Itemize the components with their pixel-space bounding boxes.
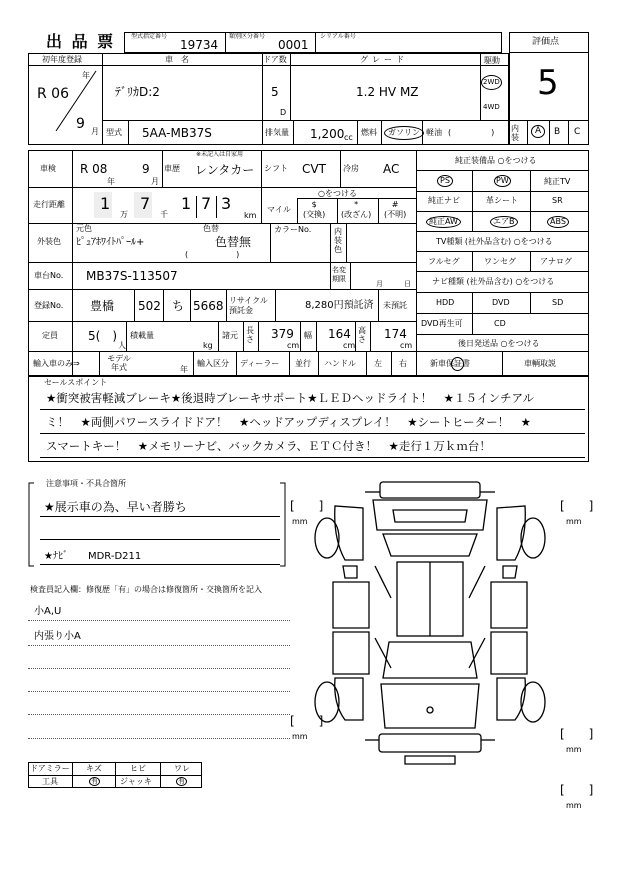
dims-label: 諸元 (222, 331, 238, 340)
height-value: 174 (384, 327, 407, 341)
inspection-year-unit: 年 (107, 177, 115, 186)
mile-label: マイル (267, 205, 291, 214)
name-change-label: 名変期限 (332, 266, 346, 283)
later-header: 後日発送品 ○をつける (458, 339, 540, 348)
load-unit: kg (203, 341, 213, 350)
displacement-value: 1,200 (310, 127, 345, 141)
inspector-line-2: 内張り小A (34, 631, 81, 642)
width-unit: cm (343, 341, 356, 350)
mileage-digit-5: 3 (221, 194, 232, 213)
capacity-label: 定員 (42, 331, 58, 340)
displacement-label: 排気量 (265, 128, 289, 137)
height-label: 高さ (358, 326, 366, 344)
import-class-label: 輸入区分 (197, 359, 229, 368)
ac-label: 冷房 (343, 164, 359, 173)
tire-bracket-spare: [ ] (560, 783, 594, 797)
mileage-man-unit: 万 (120, 210, 128, 219)
name-label: 車 名 (165, 55, 189, 64)
displacement-unit: cc (344, 133, 353, 142)
inspection-year: R 08 (80, 162, 108, 176)
navi-header: ナビ種類 (社外品含む) ○をつける (432, 277, 555, 286)
navi-dvd: DVD (492, 298, 510, 307)
interior-color-label: 内装色 (334, 227, 342, 254)
legend-tools: 工具 (42, 777, 58, 786)
notes-label: 注意事項・不具合箇所 (46, 479, 126, 488)
first-reg-year-unit: 年 (82, 71, 90, 80)
equip-ps: PS (437, 175, 453, 187)
drive-2wd: 2WD (481, 75, 502, 90)
interior-grade-c: C (574, 127, 581, 137)
tire-bracket-rear-left: [ ] (290, 714, 324, 728)
model-year-unit: 年 (180, 365, 188, 374)
handle-left: 左 (374, 359, 382, 368)
regist-area: 豊橋 (90, 299, 115, 313)
equip-airbag: エアB (490, 216, 518, 228)
capacity-value: 5( ) (88, 329, 118, 343)
import-parallel: 並行 (295, 359, 311, 368)
sales-label: セールスポイント (44, 378, 108, 387)
name-change-day-unit: 日 (404, 280, 411, 288)
model-label: 型式 (106, 128, 122, 137)
notes-line-2: ★ﾅﾋﾞ MDR-D211 (44, 551, 142, 562)
fuel-diesel: 軽油 (426, 128, 442, 137)
sales-line-1: ★衝突被害軽減ブレーキ★後退時ブレーキサポート★ＬＥＤヘッドライト！ ★１５インチアル (46, 391, 535, 405)
mileage-label: 走行距離 (33, 200, 65, 209)
first-reg-year: R 06 (37, 86, 69, 102)
mileage-digit-1: 1 (100, 194, 111, 213)
type-designation-label: 型式指定番号 (131, 33, 168, 40)
chassis-label: 車台No. (34, 271, 64, 280)
mile-circle-note: ○をつける (318, 189, 357, 198)
width-label: 幅 (304, 331, 312, 340)
doors-suffix: D (280, 108, 287, 117)
equip-genuine-tv: 純正TV (544, 177, 571, 186)
regist-label: 登録No. (34, 301, 64, 310)
length-value: 379 (271, 327, 294, 341)
model-year-label: モデル年式 (107, 354, 131, 372)
color-change-label: 色替 (203, 224, 219, 233)
drive-label: 駆動 (484, 56, 500, 65)
tire-bracket-front-right: [ ] (560, 499, 594, 513)
tire-bracket-front-left: [ ] (290, 499, 324, 513)
fuel-label: 燃料 (361, 128, 377, 137)
ac-value: AC (383, 162, 400, 176)
height-unit: cm (400, 341, 413, 350)
navi-hdd: HDD (436, 298, 455, 307)
tire-mm-spare: mm (566, 801, 582, 810)
capacity-unit: 人 (118, 341, 126, 350)
equip-sr: SR (552, 196, 563, 205)
equip-abs: ABS (547, 216, 569, 228)
mileage-km-unit: km (244, 211, 257, 220)
mileage-digit-2: 7 (140, 194, 151, 213)
legend-break: ワレ (174, 764, 190, 773)
category-value: 0001 (278, 38, 309, 52)
history-value: レンタカー (195, 163, 255, 177)
mile-tamper: * (改ざん) (341, 200, 372, 219)
mile-unknown: # (不明) (384, 200, 407, 219)
tv-header: TV種類 (社外品含む) ○をつける (436, 237, 553, 246)
history-label: 車歴 (164, 164, 180, 173)
serial-label: シリアル番号 (320, 33, 356, 40)
mile-exchange: $ (交換) (303, 200, 326, 219)
tire-mm-front-right: mm (566, 517, 582, 526)
fuel-gasoline: ガソリン (384, 126, 424, 140)
legend-tools-yes: 有 (91, 777, 98, 785)
length-label: 長さ (246, 326, 254, 344)
import-dealer: ディーラー (240, 359, 280, 368)
regist-class: 502 (138, 299, 161, 313)
tire-mm-front-left: mm (292, 517, 308, 526)
grade-label: グレード (360, 55, 408, 64)
equip-genuine-navi: 純正ナビ (428, 196, 460, 205)
score-label: 評価点 (532, 37, 560, 47)
model-value: 5AA-MB37S (142, 126, 212, 140)
name-change-month-unit: 月 (376, 280, 383, 288)
drive-4wd: 4WD (483, 103, 500, 111)
notes-line-1: ★展示車の為、早い者勝ち (44, 500, 187, 514)
tv-fullseg: フルセグ (428, 257, 460, 266)
warranty-circle (451, 357, 464, 371)
sales-line-3: スマートキー！ ★メモリーナビ、バックカメラ、ＥＴＣ付き！ ★走行１万ｋｍ台！ (46, 439, 491, 453)
legend-crack: ヒビ (130, 764, 146, 773)
vehicle-name: ﾃﾞﾘｶD:2 (115, 85, 160, 99)
navi-dvd-play: DVD再生可 (421, 319, 463, 328)
regist-number: 5668 (193, 299, 224, 313)
interior-grade-a: A (531, 125, 545, 138)
car-diagram (305, 478, 555, 768)
mileage-digit-3: 1 (181, 194, 192, 213)
regist-kana: ち (172, 299, 185, 313)
shift-value: CVT (302, 162, 326, 176)
navi-cd: CD (494, 319, 506, 328)
inspector-label: 検査員記入欄：修復歴「有」の場合は修復箇所・交換箇所を記入 (30, 585, 262, 594)
inspector-line-1: 小A,U (34, 606, 62, 617)
recycle-unpaid: 未預託 (383, 301, 407, 310)
score-value: 5 (537, 63, 559, 103)
interior-grade-label: 内装 (511, 124, 519, 142)
grade-value: 1.2 HV MZ (356, 85, 419, 99)
length-unit: cm (287, 341, 300, 350)
legend-door-mirror: ドアミラー (30, 764, 70, 773)
genuine-header: 純正装備品 ○をつける (455, 156, 537, 165)
category-label: 類別区分番号 (229, 33, 266, 40)
form-title: 出 品 票 (46, 32, 116, 51)
legend-jack: ジャッキ (120, 777, 152, 786)
first-reg-month: 9 (76, 116, 85, 132)
tire-mm-rear-left: mm (292, 732, 308, 741)
recycle-label: リサイクル預託金 (229, 296, 268, 315)
color-change-value: 色替無 (215, 235, 252, 249)
width-value: 164 (328, 327, 351, 341)
handle-right: 右 (399, 359, 407, 368)
first-reg-month-unit: 月 (91, 127, 99, 136)
fuel-other: ( ) (448, 128, 495, 137)
inspection-month: 9 (142, 162, 150, 176)
legend-scratch: キズ (86, 764, 102, 773)
tire-mm-rear-right: mm (566, 745, 582, 754)
navi-sd: SD (552, 298, 564, 307)
later-new-car-warranty: 新車保証書 (430, 359, 470, 368)
doors-value: 5 (271, 85, 279, 99)
handle-label: ハンドル (324, 359, 356, 368)
color-change-paren: ( ) (185, 250, 240, 259)
import-label: 輸入車のみ⇒ (33, 359, 80, 368)
interior-grade-b: B (554, 127, 561, 137)
type-designation-value: 19734 (180, 38, 219, 52)
chassis-value: MB37S-113507 (86, 269, 178, 283)
inspection-month-unit: 月 (151, 177, 159, 186)
equip-genuine-aw: 純正AW (426, 216, 461, 228)
legend-jack-yes: 有 (178, 777, 185, 785)
mileage-sen-unit: 千 (160, 210, 168, 219)
shift-label: シフト (264, 164, 288, 173)
history-note: ※未記入は自家用 (196, 151, 244, 158)
equip-pw: PW (496, 176, 509, 185)
first-reg-label: 初年度登録 (42, 55, 82, 64)
sales-line-2: ミ！ ★両側パワースライドドア！ ★ヘッドアップディスプレイ！ ★シートヒーター！ ★ (46, 415, 531, 429)
color-no-label: カラーNo. (274, 225, 312, 234)
original-color-label: 元色 (76, 224, 92, 233)
recycle-amount: 8,280円預託済 (305, 300, 374, 311)
load-label: 積載量 (130, 331, 154, 340)
later-vehicle-manual: 車輌取説 (524, 359, 556, 368)
mileage-digit-4: 7 (201, 194, 212, 213)
exterior-label: 外装色 (37, 237, 61, 246)
inspection-label: 車検 (40, 164, 56, 173)
tv-analog: アナログ (540, 257, 572, 266)
doors-label: ドア数 (263, 55, 287, 64)
original-color-value: ﾋﾟｭｱﾎﾜｲﾄﾊﾟｰﾙ+ (76, 237, 145, 248)
equip-leather: 革シート (486, 196, 518, 205)
tv-oneseg: ワンセグ (484, 257, 516, 266)
tire-bracket-rear-right: [ ] (560, 727, 594, 741)
